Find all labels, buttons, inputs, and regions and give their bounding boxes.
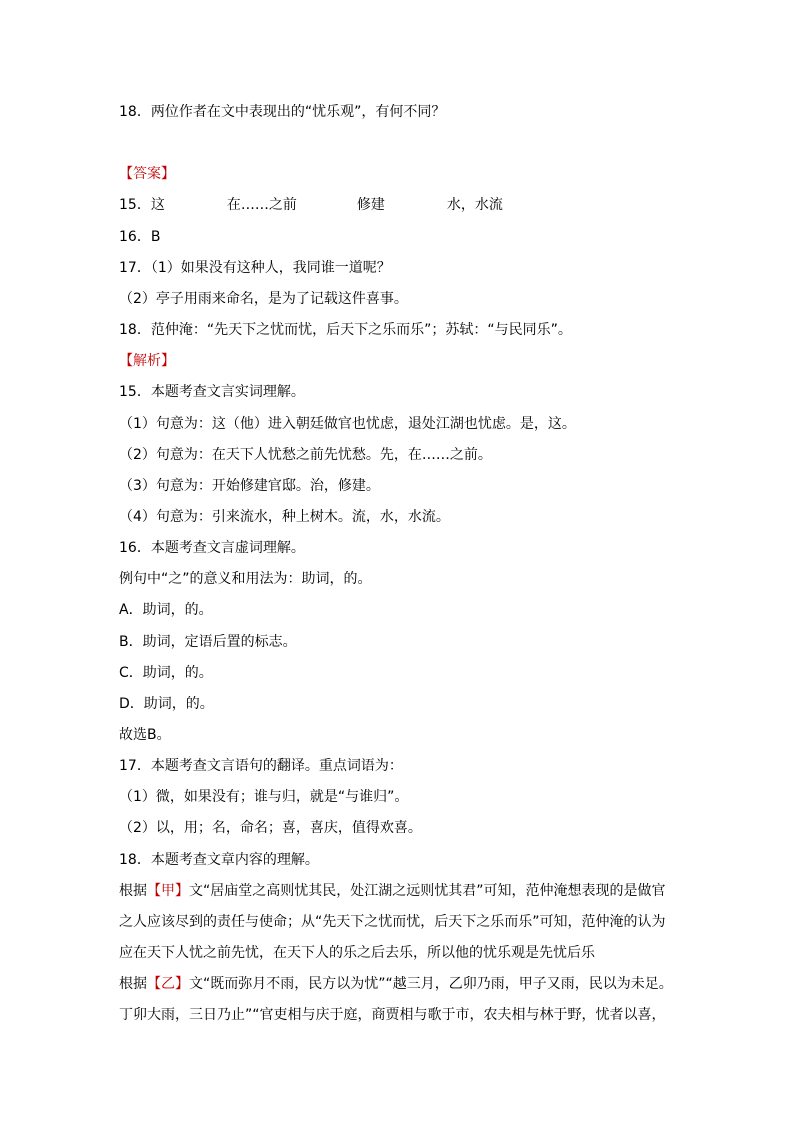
analysis-line-19: 应在天下人忧之前先忧，在天下人的乐之后去乐，所以他的忧乐观是先忧后乐 [119, 945, 595, 961]
answer-17-1: 17．（1）如果没有这种人，我同谁一道呢？ [119, 260, 391, 276]
analysis-header: 【解析】 [119, 353, 175, 369]
answer-15 [119, 195, 503, 215]
answer-15-number: 15． [119, 197, 151, 213]
analysis-line-9: B．助词，定语后置的标志。 [119, 634, 297, 650]
analysis-line-6: 16．本题考查文言虚词理解。 [119, 540, 305, 556]
answer-16: 16．B [119, 229, 161, 245]
analysis-line-20-tag: 【乙】 [147, 976, 189, 992]
analysis-line-18: 之人应该尽到的责任与使命；从“先天下之忧而忧，后天下之乐而乐”可知，范仲淹的认为 [119, 914, 666, 930]
answer-15-item-1: 这 [150, 197, 165, 213]
analysis-line-8: A．助词，的。 [119, 602, 213, 618]
analysis-line-17-tag: 【甲】 [147, 883, 189, 899]
analysis-line-3: （2）句意为：在天下人忧愁之前先忧愁。先，在……之前。 [119, 447, 492, 463]
analysis-line-10: C．助词，的。 [119, 665, 213, 681]
analysis-line-17-lead: 根据 [119, 883, 147, 899]
analysis-line-1: 15．本题考查文言实词理解。 [119, 384, 305, 400]
analysis-line-7: 例句中“之”的意义和用法为：助词，的。 [119, 571, 372, 587]
analysis-line-15: （2）以，用；名，命名；喜，喜庆，值得欢喜。 [119, 820, 422, 836]
analysis-line-20-body: 文“既而弥月不雨，民方以为忧”“越三月，乙卯乃雨，甲子又雨，民以为未足。 [189, 976, 673, 992]
analysis-line-16: 18．本题考查文章内容的理解。 [119, 852, 319, 868]
answer-15-item-3: 修建 [356, 197, 385, 213]
analysis-line-4: （3）句意为：开始修建官邸。治，修建。 [119, 478, 380, 494]
question-18: 18．两位作者在文中表现出的“忧乐观”，有何不同？ [119, 104, 446, 120]
analysis-line-20-lead: 根据 [119, 976, 147, 992]
analysis-line-5: （4）句意为：引来流水，种上树木。流，水，水流。 [119, 509, 450, 525]
answer-header: 【答案】 [119, 166, 175, 182]
answer-18: 18．范仲淹：“先天下之忧而忧，后天下之乐而乐”；苏轼：“与民同乐”。 [119, 322, 572, 338]
analysis-line-17 [119, 881, 666, 901]
analysis-line-21: 丁卯大雨，三日乃止”“官吏相与庆于庭，商贾相与歌于市，农夫相与林于野，忧者以喜， [119, 1007, 666, 1023]
analysis-line-2: （1）句意为：这（他）进入朝廷做官也忧虑，退处江湖也忧虑。是，这。 [119, 416, 576, 432]
answer-17-2: （2）亭子用雨来命名，是为了记载这件喜事。 [119, 291, 408, 307]
analysis-line-12: 故选B。 [119, 727, 171, 743]
analysis-line-13: 17．本题考查文言语句的翻译。重点词语为： [119, 758, 403, 774]
analysis-line-14: （1）微，如果没有；谁与归，就是“与谁归”。 [119, 789, 409, 805]
answer-15-item-2: 在……之前 [226, 197, 297, 213]
analysis-line-20 [119, 974, 673, 994]
answer-15-item-4: 水，水流 [446, 197, 503, 213]
analysis-line-17-body: 文“居庙堂之高则忧其民，处江湖之远则忧其君”可知，范仲淹想表现的是做官 [189, 883, 666, 899]
analysis-line-11: D．助词，的。 [119, 696, 214, 712]
